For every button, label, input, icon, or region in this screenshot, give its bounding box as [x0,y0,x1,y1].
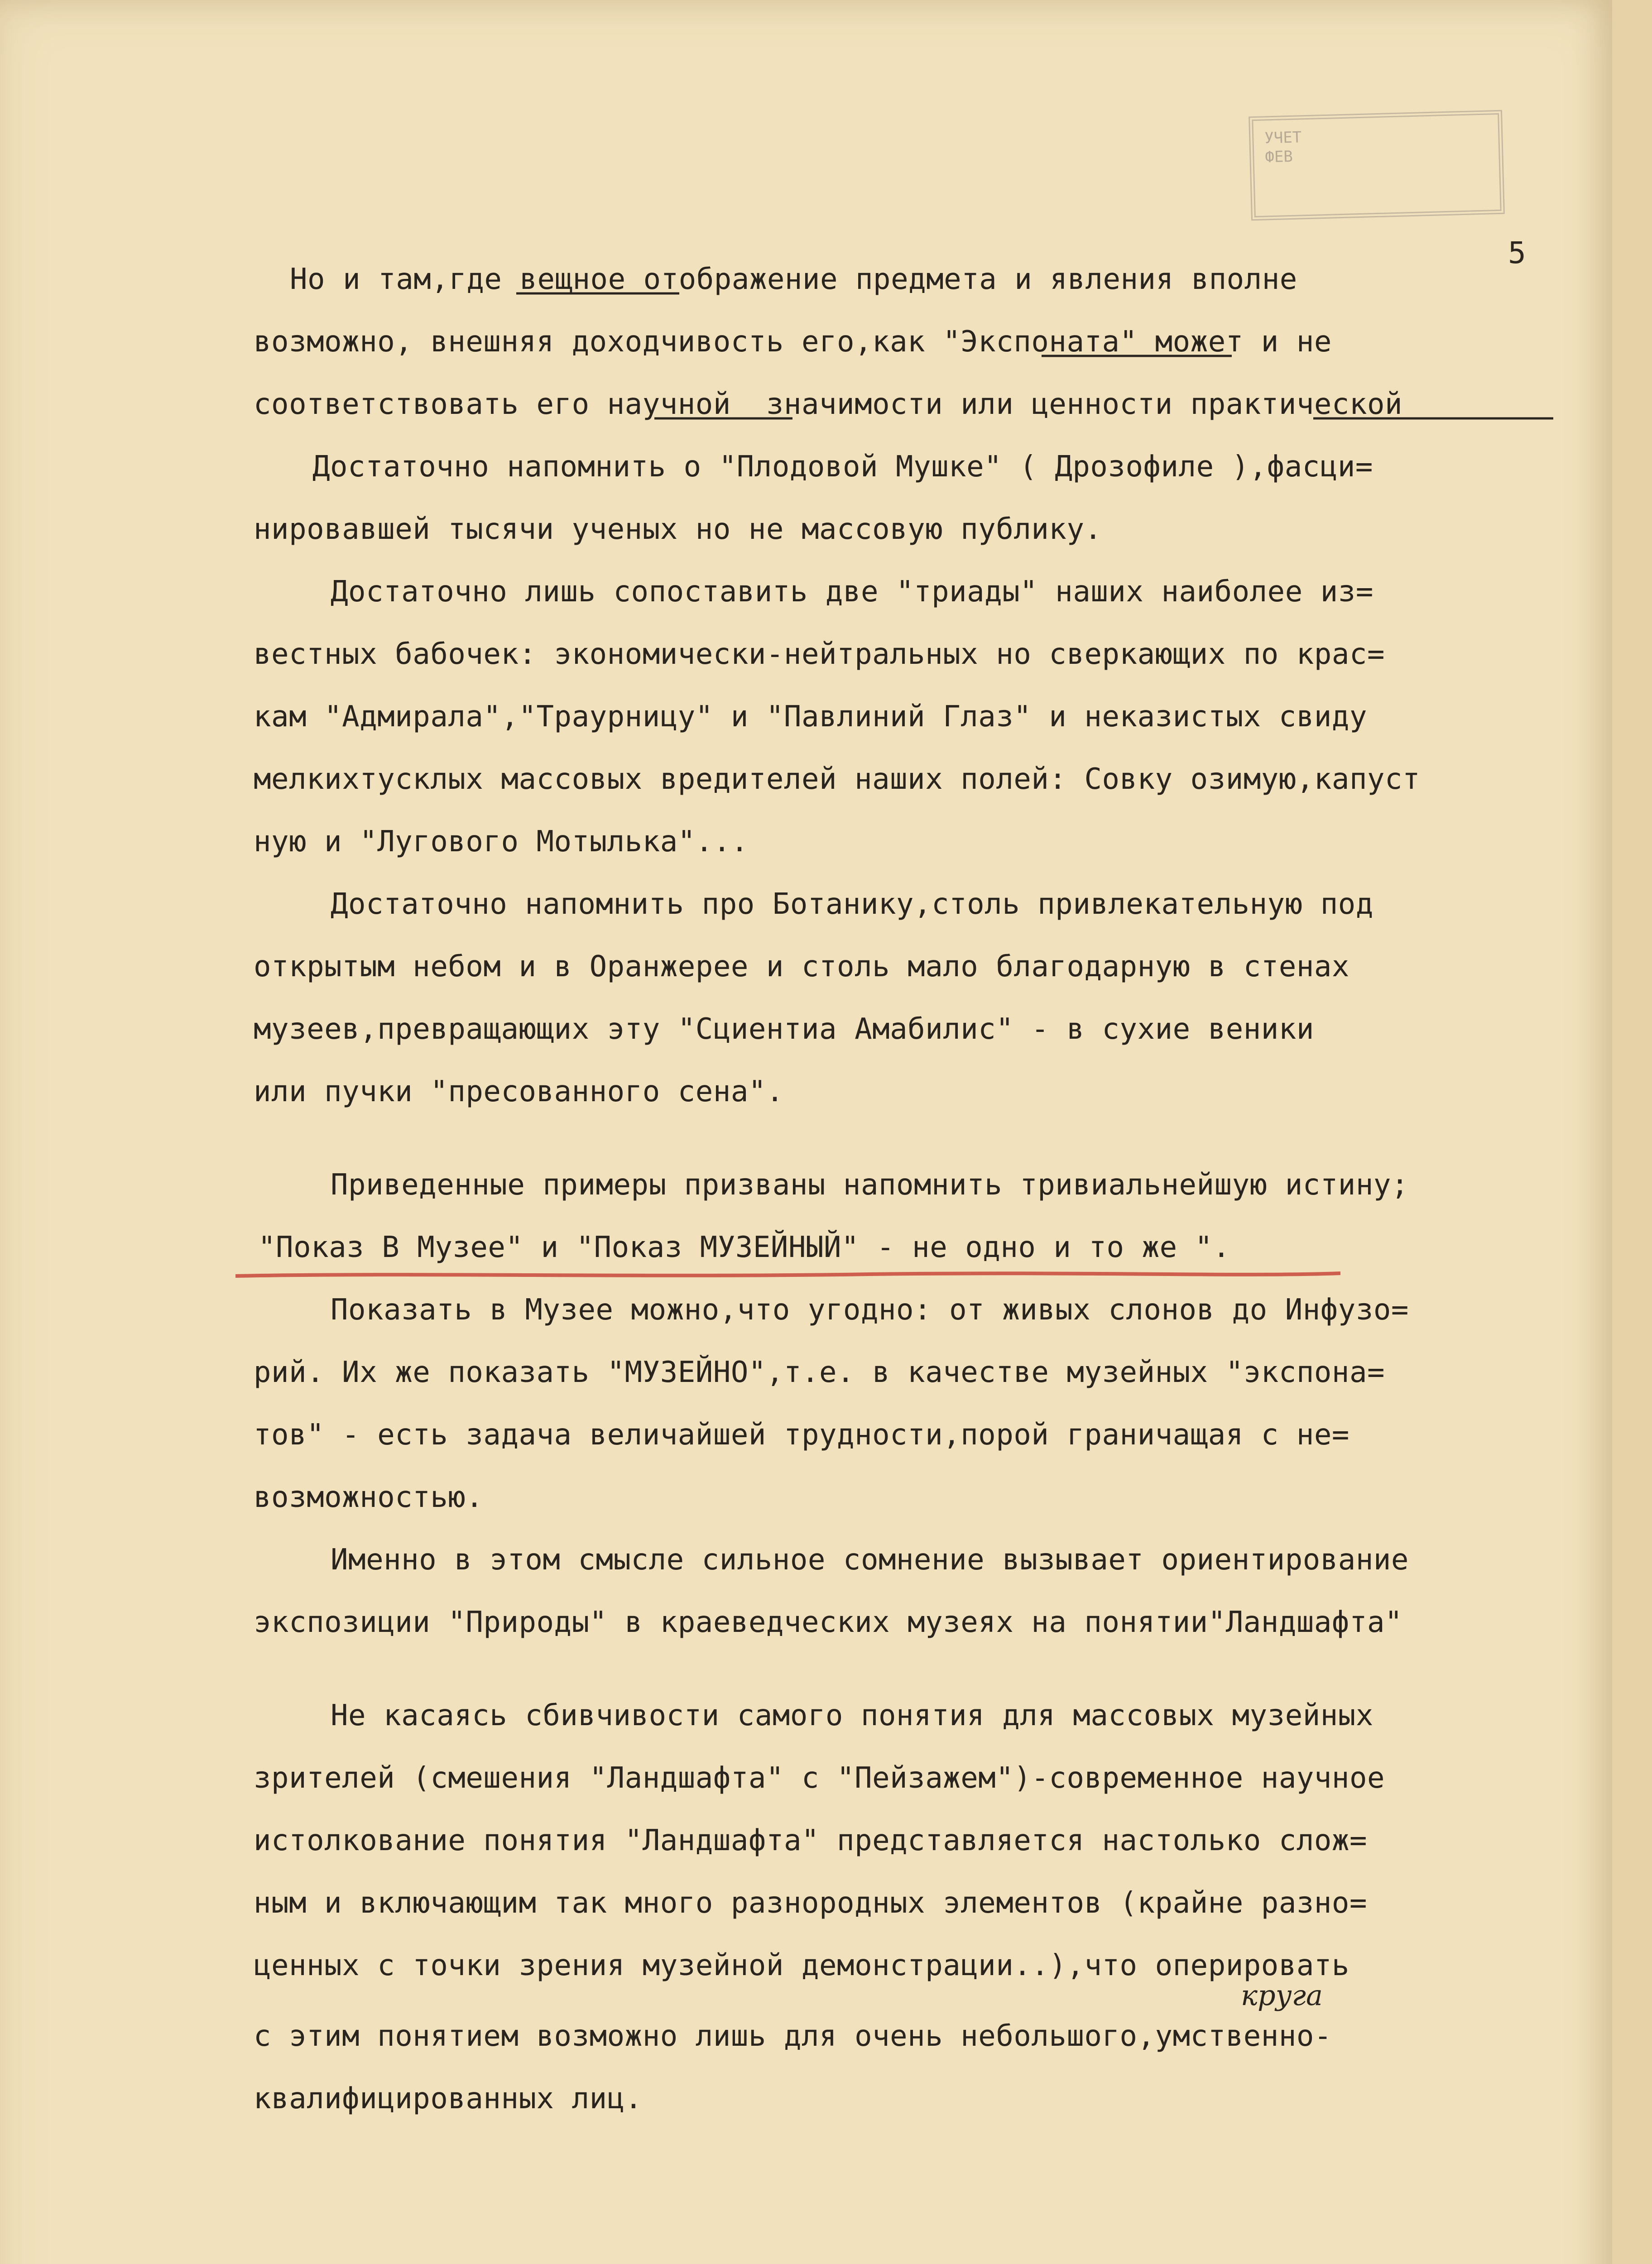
text-line: Достаточно лишь сопоставить две "триады" наших наиболее из= [331,575,1373,609]
text-line: квалифицированных лиц. [254,2082,643,2115]
text-line: нировавшей тысячи ученых но не массовую публику. [254,513,1102,546]
text-line: зрителей (смешения "Ландшафта" с "Пейзажем")-современное научное [254,1761,1385,1795]
text-line: Показать в Музее можно,что угодно: от живых слонов до Инфузо= [331,1293,1409,1327]
stamp-line: УЧЕТ [1264,128,1302,148]
text-line: тов" - есть задача величайшей трудности,порой граничащая с не= [254,1418,1349,1452]
text-line: возможно, внешняя доходчивость его,как "Экспоната" может и не [254,325,1332,359]
text-line: "Показ В Музее" и "Показ МУЗЕЙНЫЙ" - не одно и то же ". [258,1231,1230,1264]
text-line: истолкование понятия "Ландшафта" представляется настолько слож= [254,1824,1367,1857]
text-line: Приведенные примеры призваны напомнить тривиальнейшую истину; [331,1168,1409,1202]
text-line: музеев,превращающих эту "Сциентиа Амабилис" - в сухие веники [254,1012,1314,1046]
text-line: кам "Адмирала","Траурницу" и "Павлиний Глаз" и неказистых свиду [254,700,1367,734]
text-line: Не касаясь сбивчивости самого понятия для массовых музейных [331,1699,1373,1732]
text-line: Именно в этом смысле сильное сомнение вызывает ориентирование [331,1543,1409,1577]
red-pencil-underline [235,1268,1340,1281]
page-edge [1642,0,1652,2264]
text-line: с этим понятием возможно лишь для очень небольшого,умственно- [254,2019,1332,2053]
text-line: ную и "Лугового Мотылька"... [254,825,749,859]
margin-note: круга [1241,1979,1323,2012]
stamp-line: ФЕВ [1264,147,1293,167]
text-line: возможностью. [254,1481,484,1514]
text-line: Достаточно напомнить про Ботанику,столь привлекательную под [331,887,1373,921]
text-line: ным и включающим так много разнородных элементов (крайне разно= [254,1886,1367,1920]
text-line: экспозиции "Природы" в краеведческих музеях на понятии"Ландшафта" [254,1606,1403,1639]
text-line: мелкихтусклых массовых вредителей наших полей: Совку озимую,капуст [254,763,1421,796]
text-line: ценных с точки зрения музейной демонстрации..),что оперировать [254,1949,1349,1982]
text-line: вестных бабочек: экономически-нейтральных но сверкающих по крас= [254,638,1385,671]
text-line: Но и там,где вещное отображение предмета и явления вполне [290,263,1297,296]
text-line: или пучки "пресованного сена". [254,1075,784,1108]
text-line: Достаточно напомнить о "Плодовой Мушке" ( Дрозофиле ),фасци= [312,450,1373,484]
text-line: открытым небом и в Оранжерее и столь мало благодарную в стенах [254,950,1349,983]
page-number: 5 [1508,235,1526,270]
text-line: рий. Их же показать "МУЗЕЙНО",т.е. в качестве музейных "экспона= [254,1356,1385,1389]
text-line: соответствовать его научной значимости или ценности практической [254,388,1403,421]
